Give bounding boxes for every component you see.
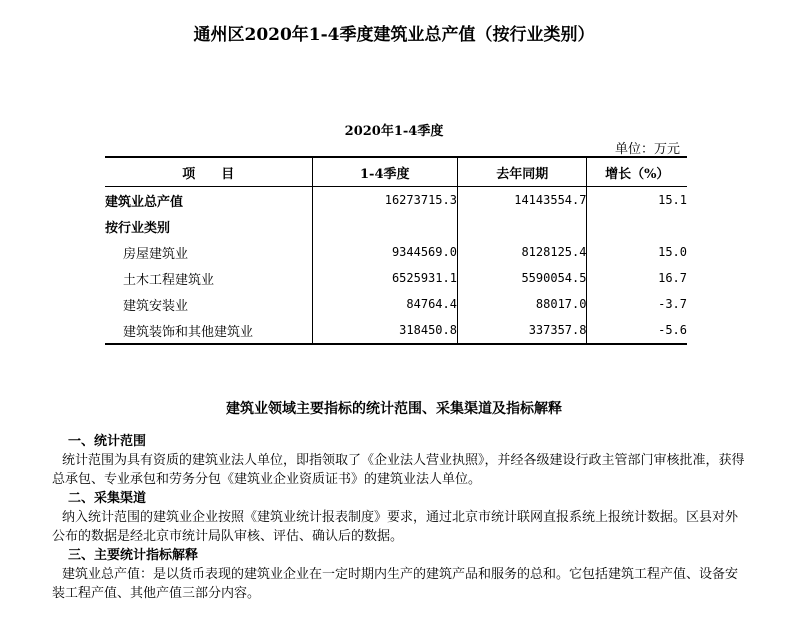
- section-text-definitions: 建筑业总产值：是以货币表现的建筑业企业在一定时期内生产的建筑产品和服务的总和。它包括建筑工程产值、设备安装工程产值、其他产值三部分内容。: [52, 567, 739, 601]
- cell-growth: -5.6: [587, 317, 687, 344]
- cell-current: 318450.8: [312, 317, 457, 344]
- row-label: 建筑业总产值: [105, 194, 184, 210]
- table-row: [105, 213, 687, 239]
- table-header-row: [105, 157, 687, 187]
- section-heading-channel: 二、采集渠道: [68, 491, 147, 506]
- cell-current: 9344569.0: [312, 239, 457, 265]
- output-table: [105, 156, 687, 345]
- cell-growth: 16.7: [587, 265, 687, 291]
- cell-growth: 15.0: [587, 239, 687, 265]
- table-row: [105, 187, 687, 214]
- cell-growth: -3.7: [587, 291, 687, 317]
- col-header-current: 1-4季度: [312, 157, 457, 187]
- cell-last-year: 14143554.7: [457, 187, 587, 214]
- cell-last-year: 337357.8: [457, 317, 587, 344]
- table-row: [105, 291, 687, 317]
- cell-last-year: 5590054.5: [457, 265, 587, 291]
- row-label: 建筑安装业: [123, 298, 189, 314]
- cell-current: 6525931.1: [312, 265, 457, 291]
- unit-label: 单位：万元: [614, 142, 680, 157]
- notes-title: 建筑业领域主要指标的统计范围、采集渠道及指标解释: [226, 401, 562, 417]
- table-row: [105, 239, 687, 265]
- section-text-channel: 纳入统计范围的建筑业企业按照《建筑业统计报表制度》要求，通过北京市统计联网直报系统上报统计数据。区县对外公布的数据是经北京市统计局队审核、评估、确认后的数据。: [52, 510, 739, 544]
- col-header-item: 项 目: [182, 166, 235, 182]
- cell-current: 16273715.3: [312, 187, 457, 214]
- row-label: 房屋建筑业: [123, 246, 189, 262]
- section-text-scope: 统计范围为具有资质的建筑业法人单位，即指领取了《企业法人营业执照》，并经各级建设行政主管部门审核批准，获得总承包、专业承包和劳务分包《建筑业企业资质证书》的建筑业法人单位。: [52, 453, 745, 487]
- row-label: 建筑装饰和其他建筑业: [123, 324, 254, 340]
- col-header-last-year: 去年同期: [457, 157, 587, 187]
- row-label: 土木工程建筑业: [123, 272, 215, 288]
- cell-growth: 15.1: [587, 187, 687, 214]
- table-row: [105, 265, 687, 291]
- section-heading-scope: 一、统计范围: [68, 434, 147, 449]
- table-row: [105, 317, 687, 344]
- period-subtitle: 2020年1-4季度: [344, 124, 444, 139]
- cell-last-year: [457, 213, 587, 239]
- col-header-growth: 增长（%）: [587, 157, 687, 187]
- notes-body: [52, 432, 750, 603]
- cell-current: [312, 213, 457, 239]
- cell-growth: [587, 213, 687, 239]
- cell-current: 84764.4: [312, 291, 457, 317]
- cell-last-year: 8128125.4: [457, 239, 587, 265]
- cell-last-year: 88017.0: [457, 291, 587, 317]
- page-title: 通州区2020年1-4季度建筑业总产值（按行业类别）: [193, 25, 595, 45]
- row-label: 按行业类别: [105, 220, 171, 236]
- section-heading-definitions: 三、主要统计指标解释: [68, 548, 199, 563]
